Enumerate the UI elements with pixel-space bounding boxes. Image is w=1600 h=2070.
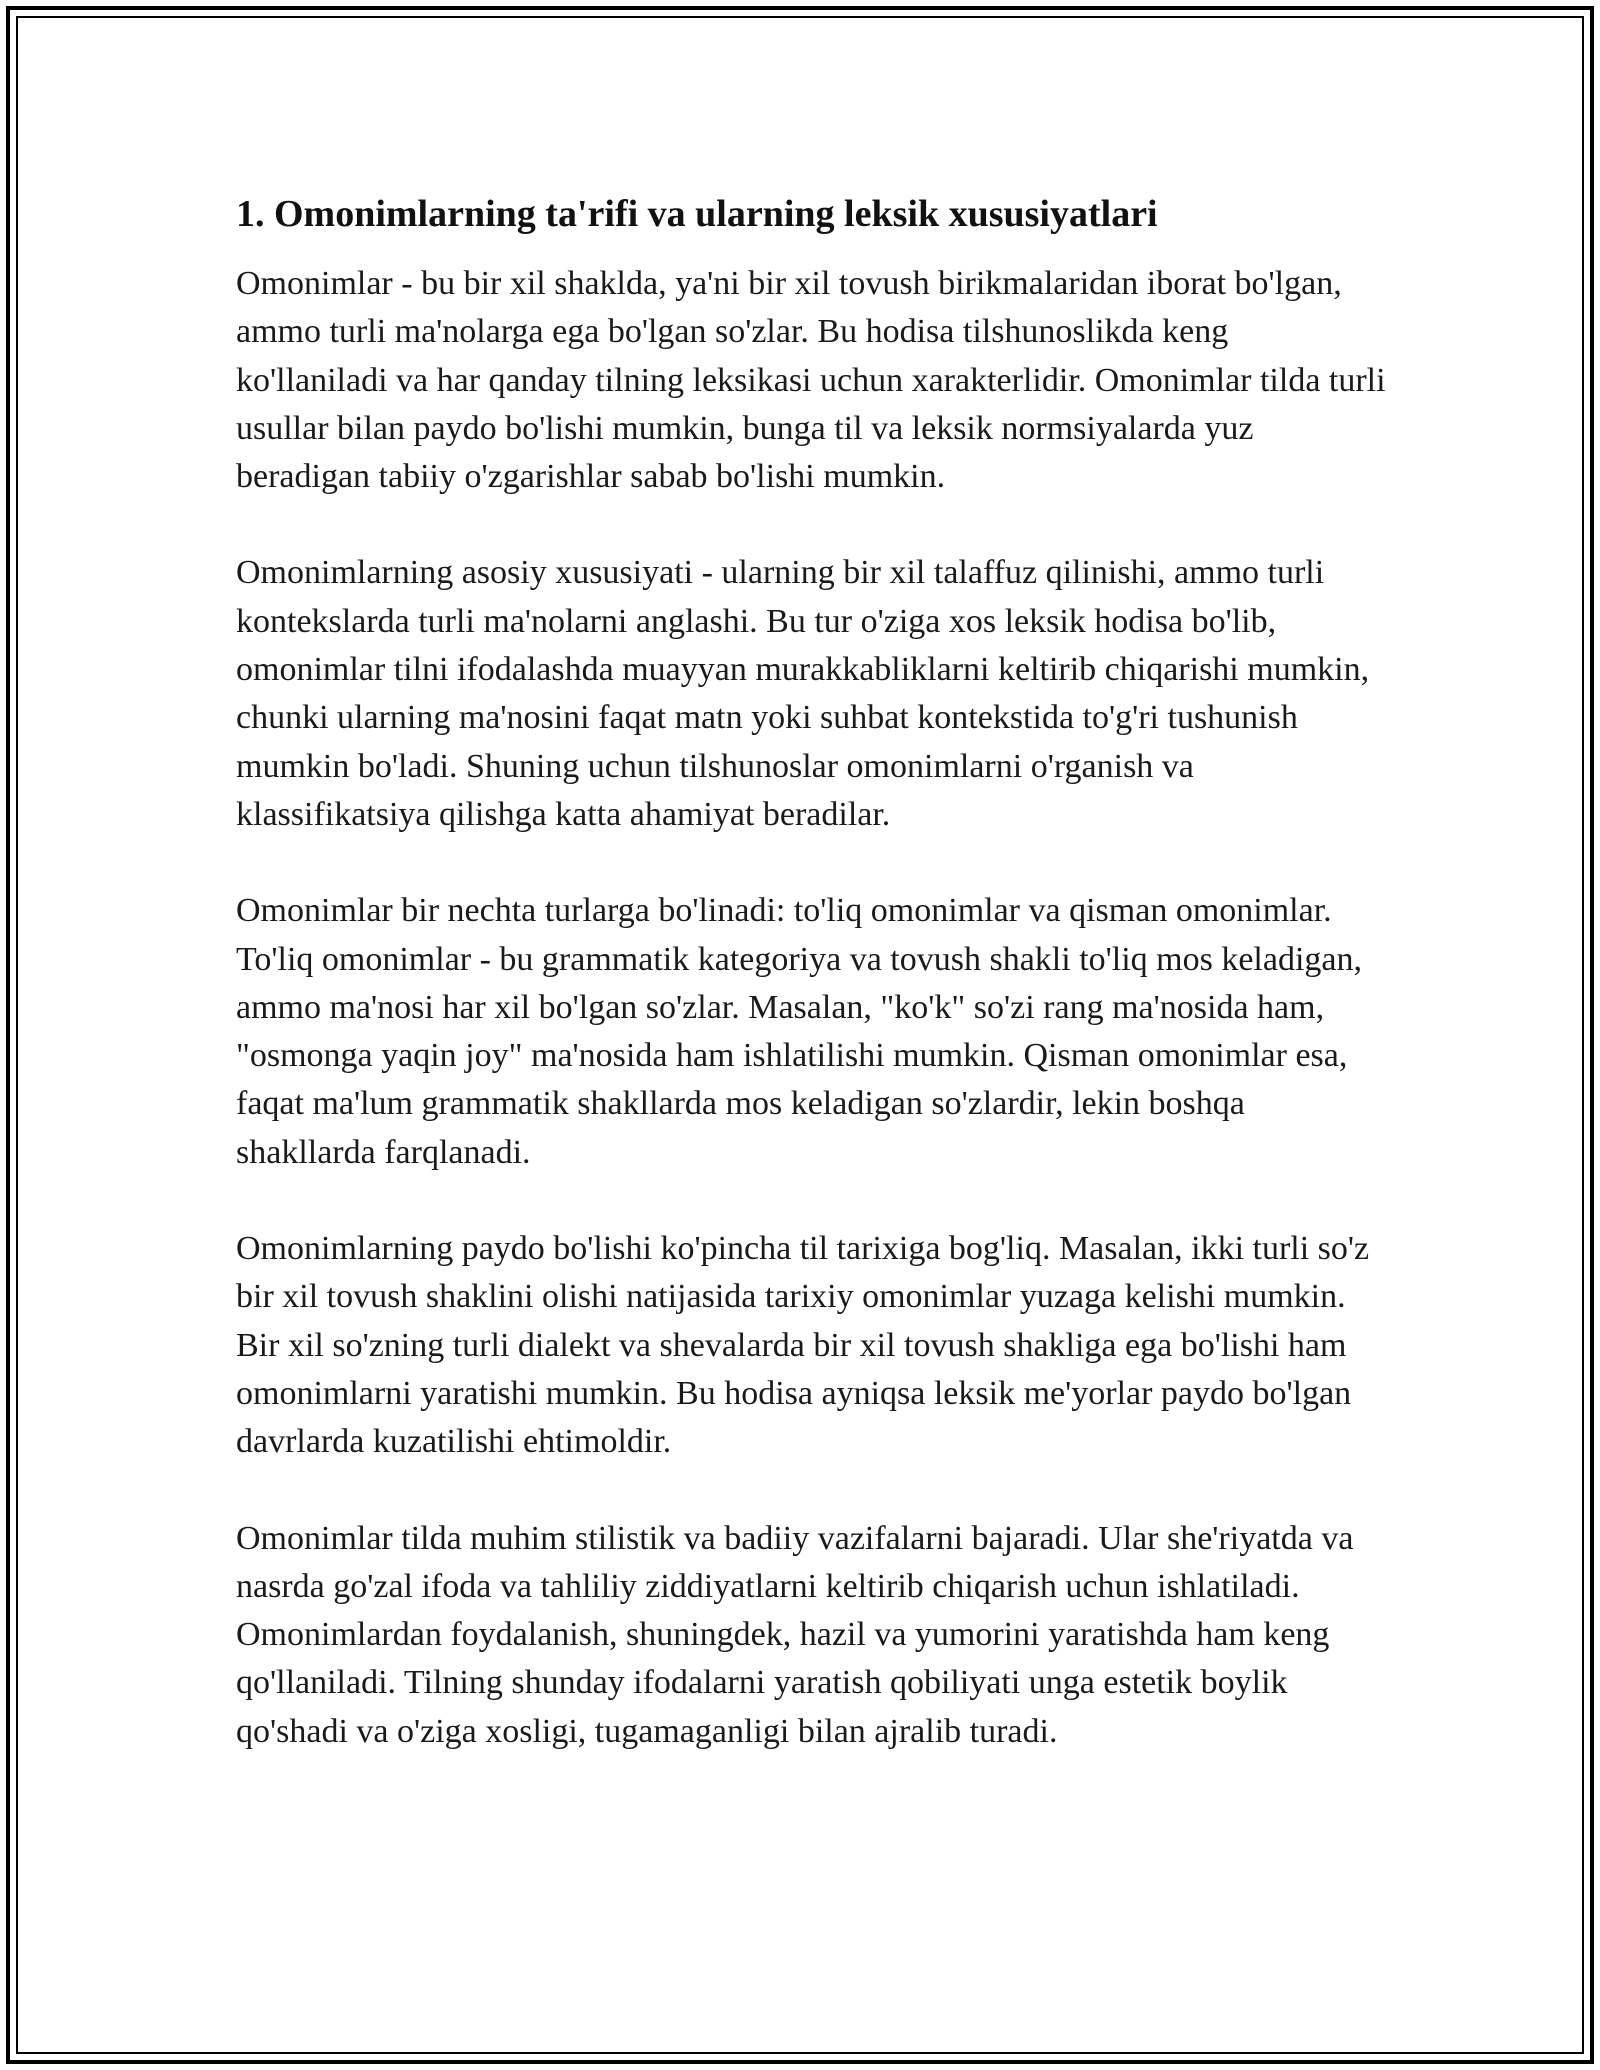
paragraph-definition: Omonimlar - bu bir xil shaklda, ya'ni bir xil tovush birikmalaridan iborat bo'lgan, ammo turli ma'nolarga ega bo'lgan so'zlar. Bu hodisa tilshunoslikda keng ko'llaniladi va har qanday tilning leksikasi uchun xarakterlidir. Omonimlar tilda turli usullar bilan paydo bo'lishi mumkin, bunga til va leksik normsiyalarda yuz beradigan tabiiy o'zgarishlar sabab bo'lishi mumkin. bbox=[236, 265, 1386, 496]
section-title: 1. Omonimlarning ta'rifi va ularning leksik xususiyatlari bbox=[236, 193, 1158, 235]
paragraph-stylistic-role: Omonimlar tilda muhim stilistik va badiiy vazifalarni bajaradi. Ular she'riyatda va nasrda go'zal ifoda va tahliliy ziddiyatlarni keltirib chiqarish uchun ishlatiladi. Omonimlardan foydalanish, shuningdek, hazil va yumorini yaratishda ham keng qo'llaniladi. Tilning shunday ifodalarni yaratish qobiliyati unga estetik boylik qo'shadi va o'ziga xosligi, tugamaganligi bilan ajralib turadi. bbox=[236, 1519, 1354, 1750]
paragraph-types: Omonimlar bir nechta turlarga bo'linadi: to'liq omonimlar va qisman omonimlar. To'liq omonimlar - bu grammatik kategoriya va tovush shakli to'liq mos keladigan, ammo ma'nosi har xil bo'lgan so'zlar. Masalan, "ko'k" so'zi rang ma'nosida ham, "osmonga yaqin joy" ma'nosida ham ishlatilishi mumkin. Qisman omonimlar esa, faqat ma'lum grammatik shakllarda mos keladigan so'zlardir, lekin boshqa shakllarda farqlanadi. bbox=[236, 892, 1363, 1171]
paragraph-origin: Omonimlarning paydo bo'lishi ko'pincha til tarixiga bog'liq. Masalan, ikki turli so'z bir xil tovush shaklini olishi natijasida tarixiy omonimlar yuzaga kelishi mumkin. Bir xil so'zning turli dialekt va shevalarda bir xil tovush shakliga ega bo'lishi ham omonimlarni yaratishi mumkin. Bu hodisa ayniqsa leksik me'yorlar paydo bo'lgan davrlarda kuzatilishi ehtimoldir. bbox=[236, 1230, 1370, 1461]
paragraph-main-feature: Omonimlarning asosiy xususiyati - ularning bir xil talaffuz qilinishi, ammo turli kontekslarda turli ma'nolarni anglashi. Bu tur o'ziga xos leksik hodisa bo'lib, omonimlar tilni ifodalashda muayyan murakkabliklarni keltirib chiqarishi mumkin, chunki ularning ma'nosini faqat matn yoki suhbat kontekstida to'g'ri tushunish mumkin bo'ladi. Shuning uchun tilshunoslar omonimlarni o'rganish va klassifikatsiya qilishga katta ahamiyat beradilar. bbox=[236, 554, 1370, 833]
document-body bbox=[236, 188, 1386, 1804]
